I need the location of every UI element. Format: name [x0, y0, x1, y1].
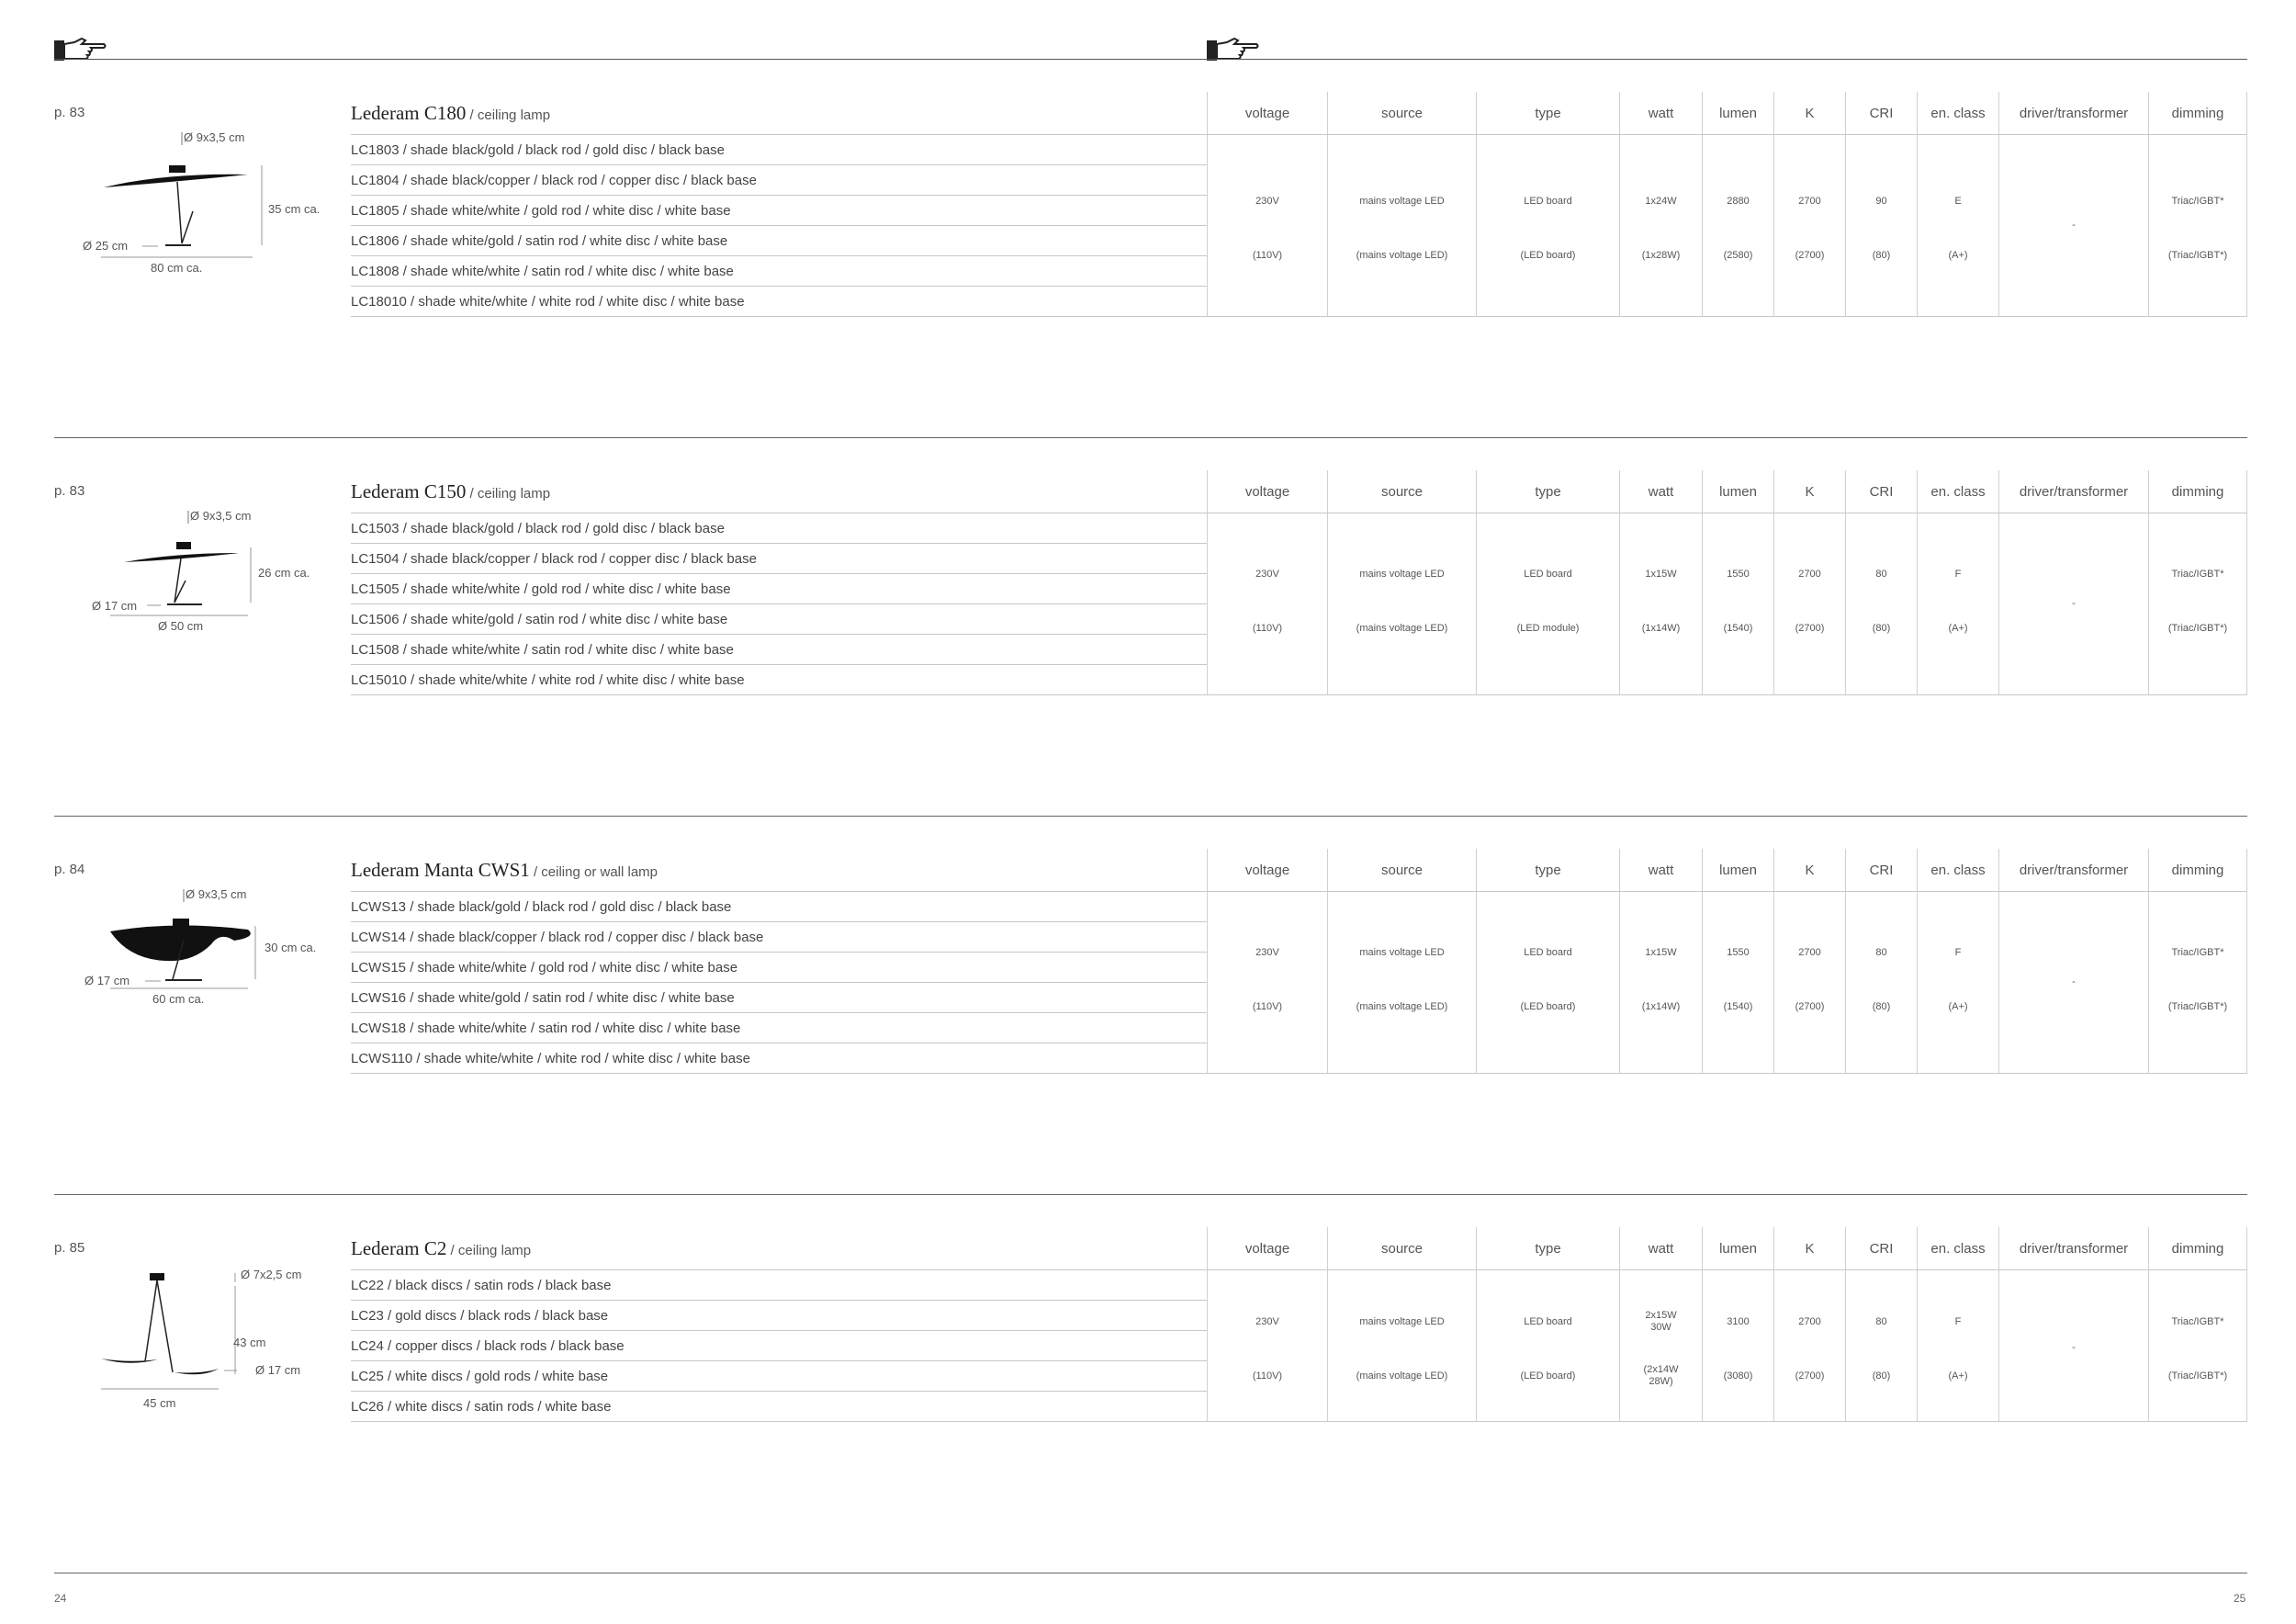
spec-table [1207, 92, 2247, 317]
col-header-watt: watt [1619, 849, 1702, 891]
spec-watt: 2x15W 30W (2x14W 28W) [1619, 1270, 1702, 1421]
variant-row: LCWS15 / shade white/white / gold rod / white disc / white base [351, 952, 1207, 982]
col-header-dimming: dimming [2148, 849, 2247, 891]
variant-row: LCWS16 / shade white/gold / satin rod / white disc / white base [351, 982, 1207, 1012]
spec-source: mains voltage LED (mains voltage LED) [1327, 513, 1476, 694]
dimension-top: Ø 9x3,5 cm [186, 887, 247, 901]
variant-row: LC1806 / shade white/gold / satin rod / white disc / white base [351, 225, 1207, 255]
col-header-k: K [1773, 849, 1845, 891]
spec-type: LED board (LED board) [1476, 135, 1619, 316]
col-header-en-class: en. class [1917, 92, 1998, 134]
lamp-drawing [73, 507, 349, 672]
col-header-source: source [1327, 92, 1476, 134]
col-header-voltage: voltage [1207, 470, 1327, 513]
variant-row: LC1503 / shade black/gold / black rod / gold disc / black base [351, 513, 1207, 543]
product-title [351, 849, 658, 891]
spec-source: mains voltage LED (mains voltage LED) [1327, 892, 1476, 1073]
variant-row: LCWS13 / shade black/gold / black rod / gold disc / black base [351, 891, 1207, 921]
dimension-height: 26 cm ca. [258, 566, 310, 580]
col-header-dimming: dimming [2148, 1227, 2247, 1269]
variant-row: LC18010 / shade white/white / white rod / white disc / white base [351, 286, 1207, 317]
page-reference: p. 85 [54, 1240, 85, 1256]
variant-row: LC1508 / shade white/white / satin rod / white disc / white base [351, 634, 1207, 664]
spec-dimming: Triac/IGBT* (Triac/IGBT*) [2148, 892, 2247, 1073]
lamp-drawing [73, 885, 349, 1051]
spec-voltage: 230V (110V) [1207, 892, 1327, 1073]
col-header-source: source [1327, 849, 1476, 891]
spec-driver: - [1998, 1270, 2148, 1421]
spec-cri: 90 (80) [1845, 135, 1917, 316]
spec-type: LED board (LED board) [1476, 892, 1619, 1073]
dimension-base: Ø 25 cm [83, 239, 129, 253]
variant-row: LCWS14 / shade black/copper / black rod / copper disc / black base [351, 921, 1207, 952]
product-name: Lederam Manta CWS1 [351, 859, 530, 881]
variant-row: LCWS18 / shade white/white / satin rod / white disc / white base [351, 1012, 1207, 1043]
page-reference: p. 84 [54, 862, 85, 877]
spec-source: mains voltage LED (mains voltage LED) [1327, 1270, 1476, 1421]
col-header-voltage: voltage [1207, 849, 1327, 891]
spec-voltage: 230V (110V) [1207, 1270, 1327, 1421]
col-header-driver: driver/transformer [1998, 849, 2148, 891]
dimension-width: 45 cm [143, 1396, 176, 1410]
dimension-height: 43 cm [233, 1336, 266, 1349]
spec-type: LED board (LED board) [1476, 1270, 1619, 1421]
product-title [351, 92, 550, 134]
col-header-watt: watt [1619, 1227, 1702, 1269]
variant-row: LC24 / copper discs / black rods / black base [351, 1330, 1207, 1360]
spec-voltage: 230V (110V) [1207, 135, 1327, 316]
col-header-watt: watt [1619, 470, 1702, 513]
spec-body [1207, 135, 2247, 317]
spec-type: LED board (LED module) [1476, 513, 1619, 694]
variant-list [351, 891, 1207, 1074]
spec-k: 2700 (2700) [1773, 892, 1845, 1073]
product-subtitle: / ceiling lamp [466, 486, 551, 502]
product-subtitle: / ceiling or wall lamp [529, 864, 658, 880]
col-header-source: source [1327, 470, 1476, 513]
spec-driver: - [1998, 892, 2148, 1073]
spec-dimming: Triac/IGBT* (Triac/IGBT*) [2148, 513, 2247, 694]
spec-dimming: Triac/IGBT* (Triac/IGBT*) [2148, 135, 2247, 316]
col-header-en-class: en. class [1917, 849, 1998, 891]
page-number-right: 25 [2234, 1592, 2246, 1605]
col-header-voltage: voltage [1207, 1227, 1327, 1269]
spec-watt: 1x15W (1x14W) [1619, 892, 1702, 1073]
product-name: Lederam C150 [351, 480, 467, 502]
col-header-driver: driver/transformer [1998, 470, 2148, 513]
col-header-en-class: en. class [1917, 1227, 1998, 1269]
col-header-lumen: lumen [1702, 470, 1773, 513]
col-header-cri: CRI [1845, 92, 1917, 134]
dimension-height: 30 cm ca. [264, 941, 317, 954]
col-header-watt: watt [1619, 92, 1702, 134]
spec-body [1207, 513, 2247, 695]
spec-en-class: E (A+) [1917, 135, 1998, 316]
dimension-top: Ø 9x3,5 cm [184, 130, 245, 144]
variant-list [351, 513, 1207, 695]
col-header-voltage: voltage [1207, 92, 1327, 134]
col-header-type: type [1476, 470, 1619, 513]
spec-en-class: F (A+) [1917, 1270, 1998, 1421]
spec-en-class: F (A+) [1917, 892, 1998, 1073]
variant-list [351, 1269, 1207, 1422]
col-header-driver: driver/transformer [1998, 1227, 2148, 1269]
product-section [0, 1227, 2296, 1466]
dimension-width: 60 cm ca. [152, 992, 205, 1006]
product-name: Lederam C2 [351, 1237, 447, 1259]
page-reference: p. 83 [54, 483, 85, 499]
variant-row: LCWS110 / shade white/white / white rod / white disc / white base [351, 1043, 1207, 1074]
page-reference: p. 83 [54, 105, 85, 120]
col-header-source: source [1327, 1227, 1476, 1269]
spec-driver: - [1998, 135, 2148, 316]
page-number-left: 24 [54, 1592, 67, 1605]
spec-header [1207, 92, 2247, 135]
variant-list [351, 134, 1207, 317]
variant-row: LC1504 / shade black/copper / black rod / copper disc / black base [351, 543, 1207, 573]
col-header-driver: driver/transformer [1998, 92, 2148, 134]
dimension-top: Ø 9x3,5 cm [190, 509, 252, 523]
spec-watt: 1x24W (1x28W) [1619, 135, 1702, 316]
variant-row: LC1505 / shade white/white / gold rod / white disc / white base [351, 573, 1207, 603]
spec-voltage: 230V (110V) [1207, 513, 1327, 694]
spec-dimming: Triac/IGBT* (Triac/IGBT*) [2148, 1270, 2247, 1421]
spec-lumen: 3100 (3080) [1702, 1270, 1773, 1421]
variant-row: LC1804 / shade black/copper / black rod / copper disc / black base [351, 164, 1207, 195]
col-header-cri: CRI [1845, 1227, 1917, 1269]
col-header-lumen: lumen [1702, 849, 1773, 891]
spec-lumen: 2880 (2580) [1702, 135, 1773, 316]
spec-cri: 80 (80) [1845, 1270, 1917, 1421]
col-header-dimming: dimming [2148, 92, 2247, 134]
header-rule [54, 59, 2247, 60]
col-header-k: K [1773, 92, 1845, 134]
spec-source: mains voltage LED (mains voltage LED) [1327, 135, 1476, 316]
variant-row: LC25 / white discs / gold rods / white base [351, 1360, 1207, 1391]
section-divider [54, 1194, 2247, 1195]
spec-driver: - [1998, 513, 2148, 694]
spec-body [1207, 892, 2247, 1074]
product-title [351, 470, 550, 513]
product-section [0, 470, 2296, 709]
product-section [0, 849, 2296, 1088]
col-header-en-class: en. class [1917, 470, 1998, 513]
spec-k: 2700 (2700) [1773, 1270, 1845, 1421]
col-header-k: K [1773, 470, 1845, 513]
product-title [351, 1227, 531, 1269]
dimension-width: Ø 50 cm [158, 619, 204, 633]
variant-row: LC1805 / shade white/white / gold rod / white disc / white base [351, 195, 1207, 225]
col-header-type: type [1476, 849, 1619, 891]
variant-row: LC1803 / shade black/gold / black rod / gold disc / black base [351, 134, 1207, 164]
spec-header [1207, 470, 2247, 513]
spec-k: 2700 (2700) [1773, 135, 1845, 316]
col-header-dimming: dimming [2148, 470, 2247, 513]
product-subtitle: / ceiling lamp [446, 1243, 532, 1258]
spec-header [1207, 1227, 2247, 1270]
spec-lumen: 1550 (1540) [1702, 513, 1773, 694]
spec-table [1207, 849, 2247, 1074]
spec-en-class: F (A+) [1917, 513, 1998, 694]
variant-row: LC1808 / shade white/white / satin rod / white disc / white base [351, 255, 1207, 286]
spec-cri: 80 (80) [1845, 513, 1917, 694]
spec-k: 2700 (2700) [1773, 513, 1845, 694]
variant-row: LC23 / gold discs / black rods / black base [351, 1300, 1207, 1330]
spec-cri: 80 (80) [1845, 892, 1917, 1073]
spec-table [1207, 470, 2247, 695]
section-divider [54, 816, 2247, 817]
spec-lumen: 1550 (1540) [1702, 892, 1773, 1073]
col-header-type: type [1476, 92, 1619, 134]
product-section [0, 92, 2296, 331]
dimension-base: Ø 17 cm [255, 1363, 301, 1377]
dimension-top: Ø 7x2,5 cm [241, 1268, 302, 1281]
dimension-base: Ø 17 cm [92, 599, 138, 613]
col-header-lumen: lumen [1702, 92, 1773, 134]
col-header-k: K [1773, 1227, 1845, 1269]
col-header-cri: CRI [1845, 470, 1917, 513]
dimension-height: 35 cm ca. [268, 202, 321, 216]
dimension-width: 80 cm ca. [151, 261, 203, 275]
variant-row: LC22 / black discs / satin rods / black base [351, 1269, 1207, 1300]
variant-row: LC1506 / shade white/gold / satin rod / white disc / white base [351, 603, 1207, 634]
spec-table [1207, 1227, 2247, 1422]
col-header-cri: CRI [1845, 849, 1917, 891]
spec-header [1207, 849, 2247, 892]
spec-watt: 1x15W (1x14W) [1619, 513, 1702, 694]
product-name: Lederam C180 [351, 102, 467, 124]
variant-row: LC15010 / shade white/white / white rod / white disc / white base [351, 664, 1207, 695]
spec-body [1207, 1270, 2247, 1422]
section-divider [54, 437, 2247, 438]
col-header-lumen: lumen [1702, 1227, 1773, 1269]
product-subtitle: / ceiling lamp [466, 107, 551, 123]
dimension-base: Ø 17 cm [84, 974, 130, 987]
lamp-drawing [73, 129, 349, 294]
col-header-type: type [1476, 1227, 1619, 1269]
lamp-drawing [73, 1268, 349, 1438]
variant-row: LC26 / white discs / satin rods / white base [351, 1391, 1207, 1422]
